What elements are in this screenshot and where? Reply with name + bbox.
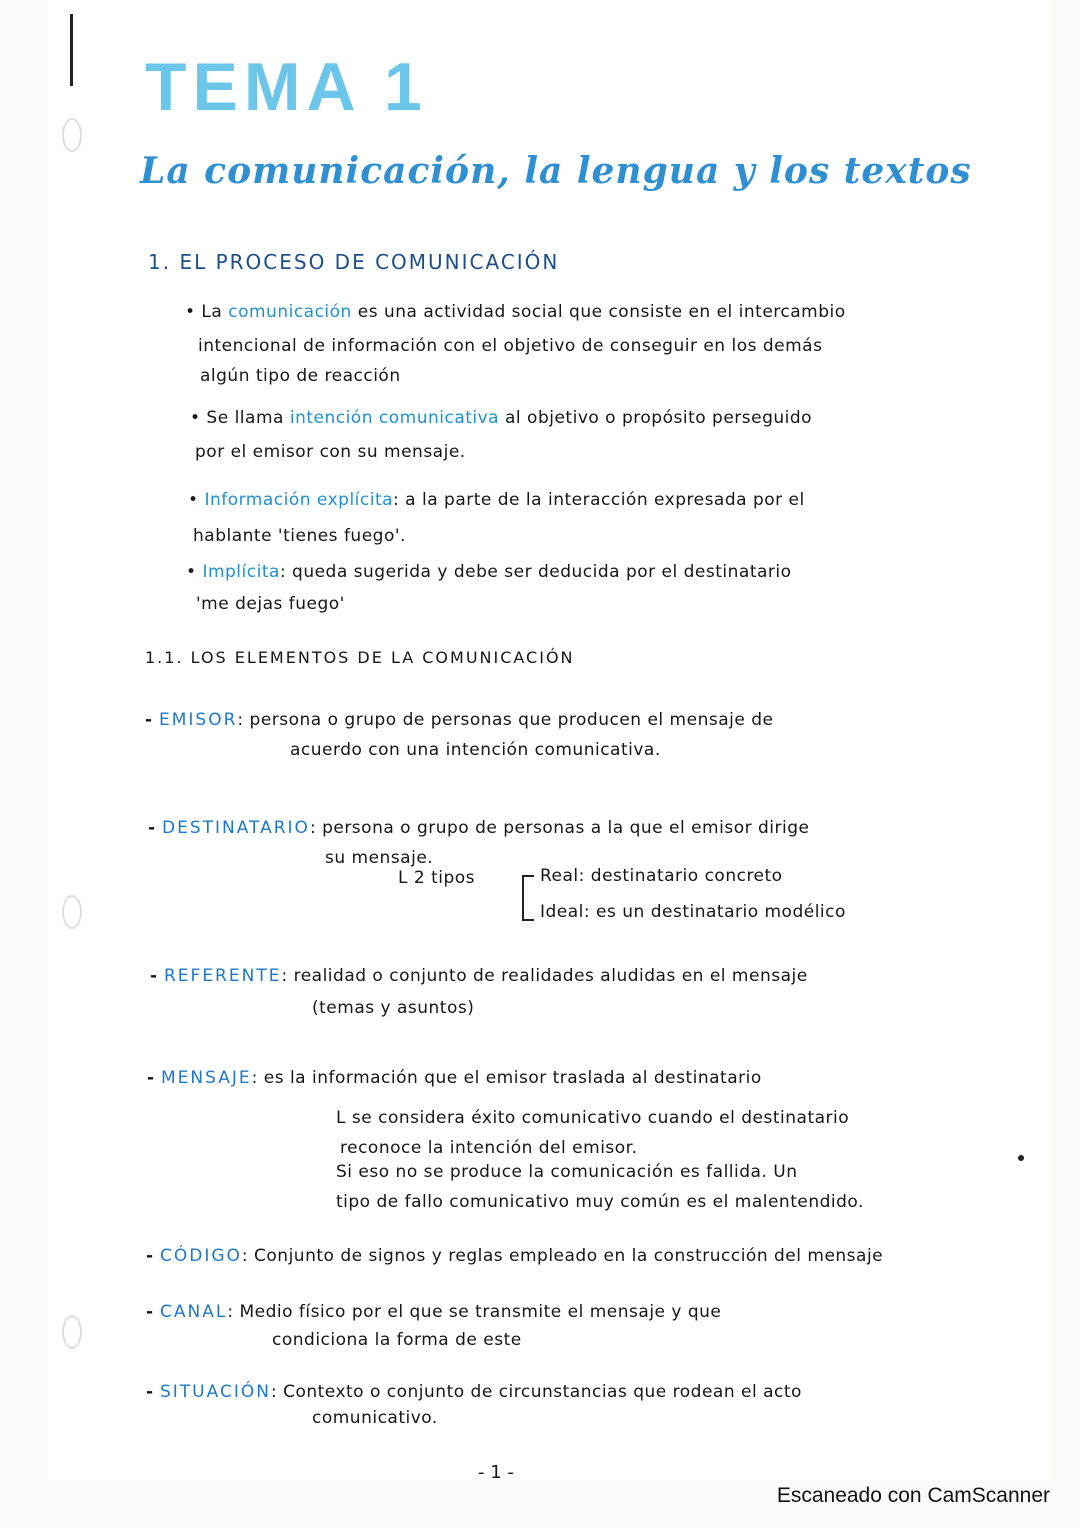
text-line: (temas y asuntos) <box>312 998 475 1018</box>
subsection-heading: 1.1. LOS ELEMENTOS DE LA COMUNICACIÓN <box>145 648 575 667</box>
ink-dot <box>1018 1155 1024 1161</box>
bullet-explicita: • Información explícita: a la parte de la interacción expresada por el <box>188 490 805 510</box>
text-line: tipo de fallo comunicativo muy común es el malentendido. <box>336 1192 864 1212</box>
element-mensaje: - MENSAJE: es la información que el emisor traslada al destinatario <box>147 1068 762 1088</box>
binder-hole <box>62 895 82 929</box>
element-situacion: - SITUACIÓN: Contexto o conjunto de circunstancias que rodean el acto <box>146 1382 802 1402</box>
text-line: 'me dejas fuego' <box>196 594 345 614</box>
margin-line <box>70 14 73 86</box>
text-line: intencional de información con el objetivo de conseguir en los demás <box>198 336 823 356</box>
scanner-watermark: Escaneado con CamScanner <box>776 1484 1050 1507</box>
bullet-implicita: • Implícita: queda sugerida y debe ser deducida por el destinatario <box>186 562 792 582</box>
page-title: TEMA 1 <box>145 49 428 125</box>
element-canal: - CANAL: Medio físico por el que se transmite el mensaje y que <box>146 1302 722 1322</box>
text-line: su mensaje. <box>325 848 434 868</box>
text-line: reconoce la intención del emisor. <box>340 1138 638 1158</box>
text-line: hablante 'tienes fuego'. <box>193 526 406 546</box>
section-heading: 1. EL PROCESO DE COMUNICACIÓN <box>148 250 560 274</box>
bullet-comunicacion: • La comunicación es una actividad social que consiste en el intercambio <box>185 302 846 322</box>
text-line: por el emisor con su mensaje. <box>195 442 466 462</box>
text-line: algún tipo de reacción <box>200 366 401 386</box>
type-real: Real: destinatario concreto <box>540 866 783 886</box>
types-label: L 2 tipos <box>398 868 476 888</box>
type-ideal: Ideal: es un destinatario modélico <box>540 902 846 922</box>
text-line: acuerdo con una intención comunicativa. <box>290 740 661 760</box>
bullet-intencion: • Se llama intención comunicativa al objetivo o propósito perseguido <box>190 408 813 428</box>
text-line: Si eso no se produce la comunicación es fallida. Un <box>336 1162 798 1182</box>
text-line: comunicativo. <box>312 1408 438 1428</box>
text-line: L se considera éxito comunicativo cuando el destinatario <box>336 1108 850 1128</box>
element-codigo: - CÓDIGO: Conjunto de signos y reglas empleado en la construcción del mensaje <box>146 1246 884 1266</box>
text-line: condiciona la forma de este <box>272 1330 522 1350</box>
page-number: - 1 - <box>478 1462 514 1483</box>
page-subtitle: La comunicación, la lengua y los textos <box>140 150 972 192</box>
binder-hole <box>62 1315 82 1349</box>
element-emisor: - EMISOR: persona o grupo de personas que producen el mensaje de <box>145 710 774 730</box>
element-referente: - REFERENTE: realidad o conjunto de realidades aludidas en el mensaje <box>150 966 808 986</box>
binder-hole <box>62 118 82 152</box>
element-destinatario: - DESTINATARIO: persona o grupo de personas a la que el emisor dirige <box>148 818 810 838</box>
bracket <box>522 875 534 921</box>
